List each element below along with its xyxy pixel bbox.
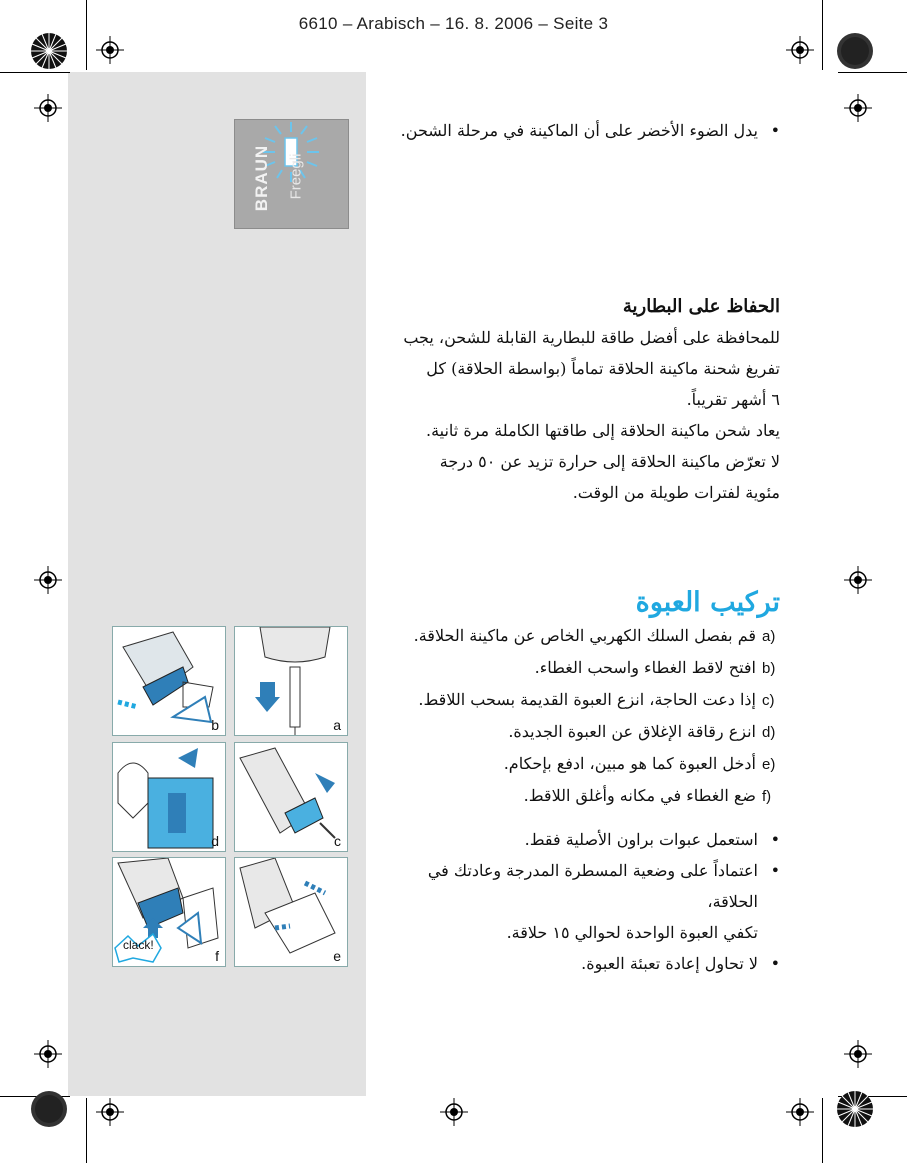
figure-label: e — [333, 948, 341, 964]
registration-mark-icon — [96, 36, 124, 64]
battery-line: مئوية لفترات طويلة من الوقت. — [572, 483, 780, 502]
figure-e — [234, 857, 348, 967]
print-target-icon — [836, 1090, 874, 1128]
registration-mark-icon — [844, 94, 872, 122]
step-b — [380, 652, 780, 684]
figure-b — [112, 626, 226, 736]
registration-mark-icon — [34, 566, 62, 594]
print-target-icon — [30, 1090, 68, 1128]
step-c — [380, 684, 780, 716]
crop-mark — [86, 1098, 87, 1163]
battery-section — [380, 291, 780, 508]
registration-mark-icon — [844, 566, 872, 594]
battery-line: يعاد شحن ماكينة الحلاقة إلى طاقتها الكاملة مرة ثانية. — [425, 421, 780, 440]
registration-mark-icon — [34, 94, 62, 122]
model-name: Freegli — [287, 153, 305, 200]
crop-mark — [86, 0, 87, 70]
print-target-icon — [836, 32, 874, 70]
registration-mark-icon — [786, 1098, 814, 1126]
shaver-display-illustration — [234, 119, 349, 229]
step-text: ضع الغطاء في مكانه وأغلق اللاقط. — [523, 786, 756, 805]
figure-label: c — [334, 833, 341, 849]
crop-mark — [838, 72, 907, 73]
step-label: d) — [762, 724, 776, 741]
step-text: إذا دعت الحاجة، انزع العبوة القديمة بسحب اللاقط. — [418, 690, 756, 709]
step-d — [380, 716, 780, 748]
step-e — [380, 748, 780, 780]
note-bullet: • استعمل عبوات براون الأصلية فقط. — [380, 824, 780, 855]
registration-mark-icon — [34, 1040, 62, 1068]
cartridge-notes — [380, 824, 780, 979]
battery-line: ٦ أشهر تقريباً. — [686, 390, 780, 409]
step-text: افتح لاقط الغطاء واسحب الغطاء. — [534, 658, 756, 677]
figure-c — [234, 742, 348, 852]
registration-mark-icon — [844, 1040, 872, 1068]
note-bullet: • لا تحاول إعادة تعبئة العبوة. — [380, 948, 780, 979]
print-target-icon — [30, 32, 68, 70]
figure-a — [234, 626, 348, 736]
registration-mark-icon — [440, 1098, 468, 1126]
figure-label: b — [211, 717, 219, 733]
battery-heading: الحفاظ على البطارية — [622, 296, 780, 317]
figure-label: a — [333, 717, 341, 733]
figure-label: d — [211, 833, 219, 849]
battery-line: لا تعرّض ماكينة الحلاقة إلى حرارة تزيد عن ٥٠ درجة — [439, 452, 780, 471]
crop-mark — [822, 0, 823, 70]
step-label: e) — [762, 756, 776, 773]
cartridge-steps — [380, 620, 780, 812]
step-label: c) — [762, 692, 775, 709]
step-text: قم بفصل السلك الكهربي الخاص عن ماكينة الحلاقة. — [413, 626, 756, 645]
step-label: b) — [762, 660, 776, 677]
figure-label: f — [215, 948, 219, 964]
intro-bullet: • يدل الضوء الأخضر على أن الماكينة في مرحلة الشحن. — [380, 115, 780, 146]
battery-line: للمحافظة على أفضل طاقة للبطارية القابلة للشحن، يجب — [403, 328, 780, 347]
note-bullet: • اعتماداً على وضعية المسطرة المدرجة وعادتك في الحلاقة، — [380, 855, 780, 917]
note-continuation: تكفي العبوة الواحدة لحوالي ١٥ حلاقة. — [506, 923, 758, 942]
step-label: a) — [762, 628, 776, 645]
intro-section — [380, 115, 780, 146]
brand-logo: BRAUN — [252, 144, 272, 212]
step-f — [380, 780, 780, 812]
step-label: f) — [762, 788, 772, 805]
figure-d — [112, 742, 226, 852]
battery-line: تفريغ شحنة ماكينة الحلاقة تماماً (بواسطة الحلاقة) كل — [426, 359, 780, 378]
step-text: انزع رقاقة الإغلاق عن العبوة الجديدة. — [508, 722, 756, 741]
registration-mark-icon — [786, 36, 814, 64]
step-text: أدخل العبوة كما هو مبين، ادفع بإحكام. — [503, 754, 756, 773]
figure-f — [112, 857, 226, 967]
print-slug: 6610 – Arabisch – 16. 8. 2006 – Seite 3 — [298, 14, 609, 33]
clack-label: clack! — [123, 938, 154, 952]
crop-mark — [822, 1098, 823, 1163]
crop-mark — [0, 72, 70, 73]
step-a — [380, 620, 780, 652]
cartridge-heading: تركيب العبوة — [635, 587, 780, 618]
registration-mark-icon — [96, 1098, 124, 1126]
